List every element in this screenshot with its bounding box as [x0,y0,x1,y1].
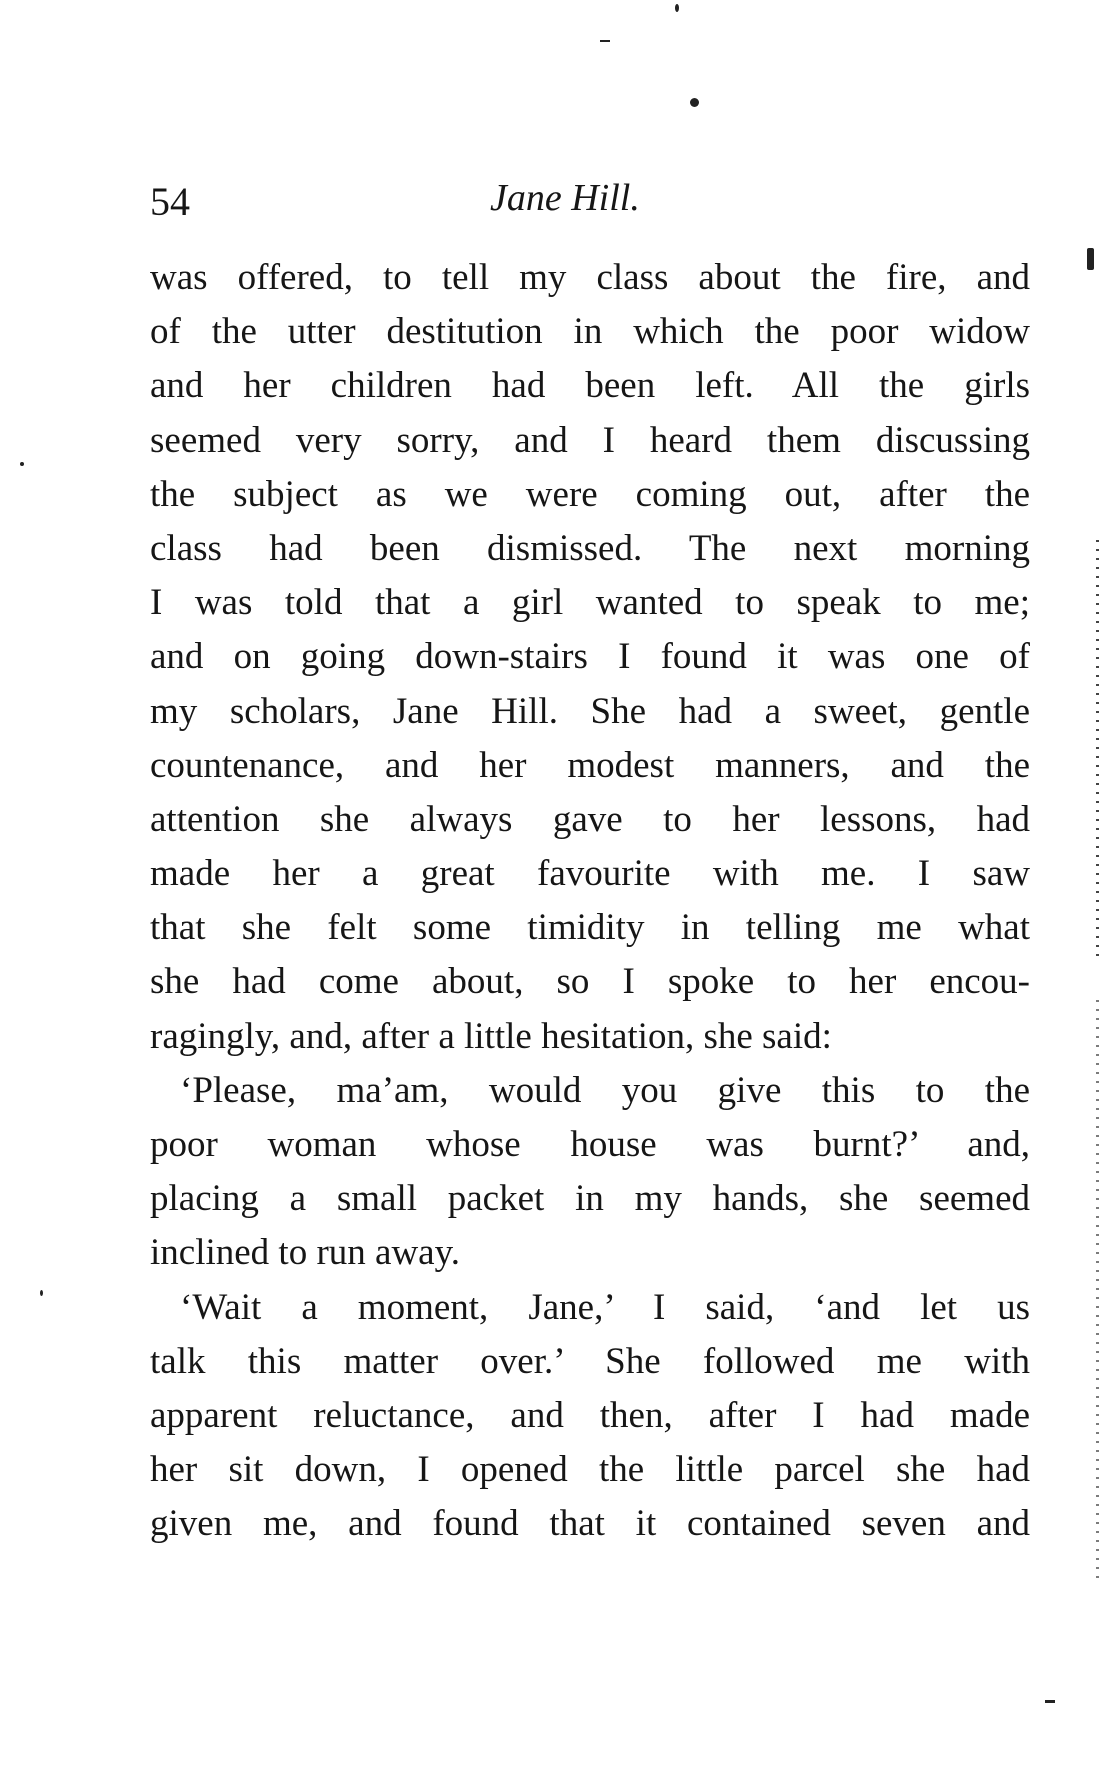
running-title: Jane Hill. [490,177,640,219]
scan-speck [20,462,24,466]
text-line: ragingly, and, after a little hesitation, she said: [150,1015,832,1057]
text-line: class had been dismissed. The next morning [150,527,1030,569]
text-line: and on going down-stairs I found it was one of [150,636,1030,678]
scan-speck [1087,248,1094,270]
scan-edge-marks [1096,540,1099,960]
text-line: attention she always gave to her lessons, had [150,798,1030,840]
text-line: she had come about, so I spoke to her encou- [150,961,1030,1003]
text-line: apparent reluctance, and then, after I had made [150,1394,1030,1436]
scan-speck [600,40,610,42]
text-line: ‘Wait a moment, Jane,’ I said, ‘and let us [180,1286,1030,1328]
text-line: her sit down, I opened the little parcel she had [150,1449,1030,1491]
page-number: 54 [150,179,190,224]
text-line: that she felt some timidity in telling me what [150,907,1030,949]
page-header [150,178,1030,238]
text-line: poor woman whose house was burnt?’ and, [150,1124,1030,1165]
text-line: inclined to run away. [150,1232,460,1274]
text-line: talk this matter over.’ She followed me with [150,1340,1030,1382]
scan-speck [675,4,679,12]
text-line: countenance, and her modest manners, and the [150,744,1030,786]
text-line: made her a great favourite with me. I saw [150,853,1030,895]
scan-speck [40,1290,43,1296]
text-line: was offered, to tell my class about the fire, and [150,257,1030,298]
text-line: I was told that a girl wanted to speak to me; [150,582,1030,624]
text-line: seemed very sorry, and I heard them discussing [150,419,1030,461]
text-line: ‘Please, ma’am, would you give this to the [180,1069,1030,1111]
text-line: given me, and found that it contained seven and [150,1503,1030,1545]
text-line: my scholars, Jane Hill. She had a sweet, gentle [150,690,1030,732]
scan-speck [1045,1700,1055,1703]
text-line: placing a small packet in my hands, she seemed [150,1178,1030,1220]
scan-edge-marks [1096,1000,1099,1580]
text-line: the subject as we were coming out, after the [150,473,1030,515]
body-text [150,251,1030,1552]
scan-speck [690,98,699,107]
text-line: of the utter destitution in which the poor widow [150,311,1030,353]
text-line: and her children had been left. All the girls [150,365,1030,407]
